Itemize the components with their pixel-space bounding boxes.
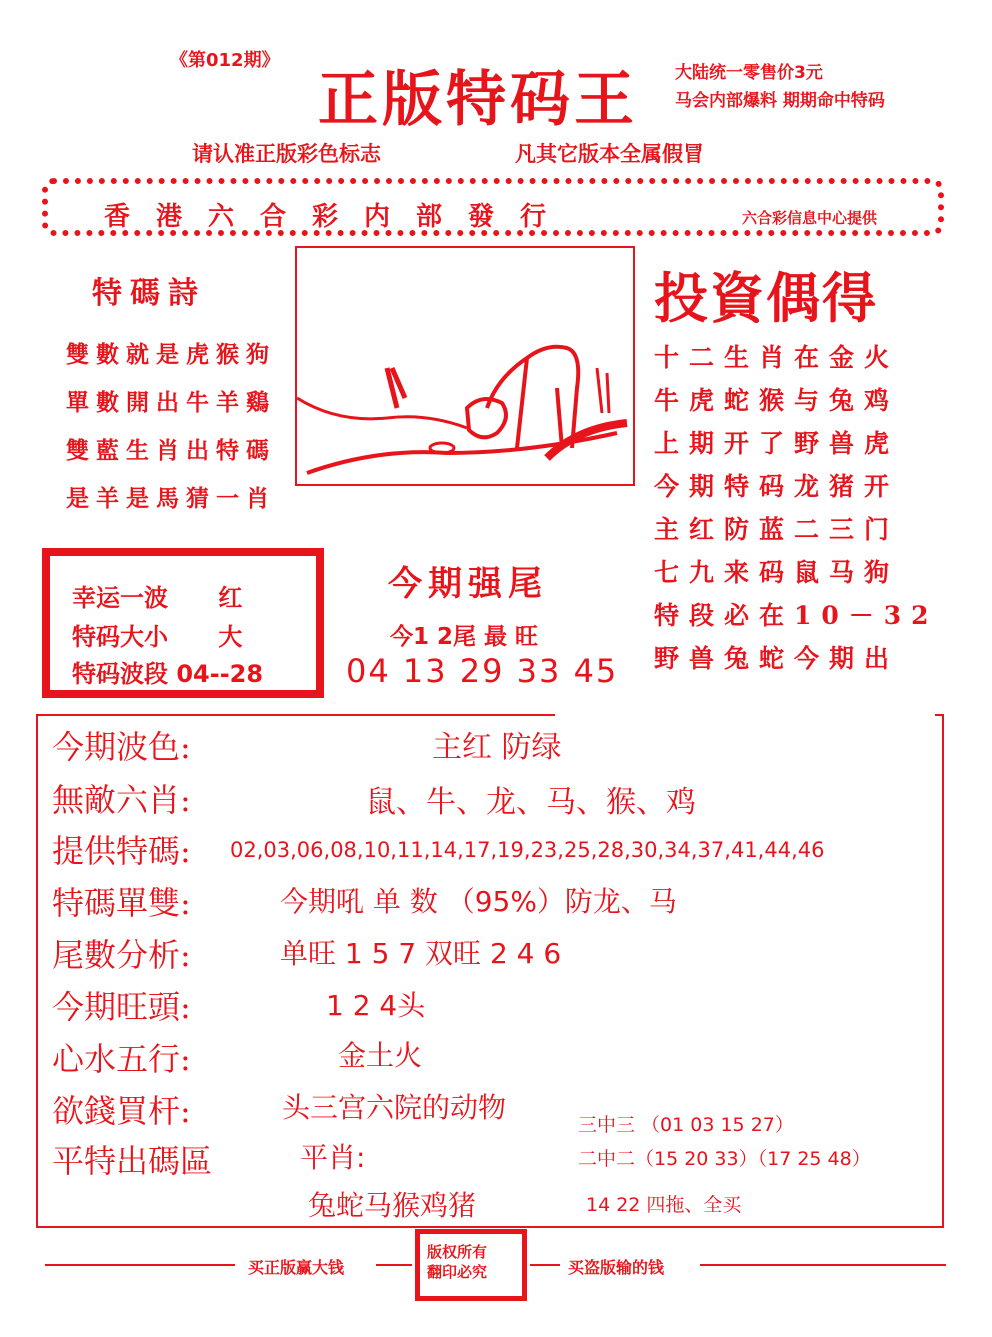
luck-label: 幸运一波 [72,584,168,612]
luck-row [72,617,242,652]
row-value: 头三宫六院的动物 [282,1091,507,1124]
poem-line: 是羊是馬猜一肖 [66,485,276,512]
banner-side-text: 六合彩信息中心提供 [742,209,878,227]
row-value: 金土火 [338,1039,423,1072]
row-label: 無敵六肖: [52,781,191,819]
footer-line-mid-left [376,1264,412,1266]
copyright-text [427,1242,487,1282]
luck-value: 红 [218,584,243,612]
luck-row [72,654,263,689]
poem-title: 特碼詩 [92,276,206,311]
footer-line-right [700,1264,946,1266]
invest-line: 七九来码鼠马狗 [654,558,900,587]
row-value: 1 2 4头 [326,989,426,1022]
copyright-line: 版权所有 [427,1243,488,1261]
tiger-illustration [295,246,635,486]
strong-tail-numbers: 04 13 29 33 45 [346,652,619,690]
row-value: 02,03,06,08,10,11,14,17,19,23,25,28,30,34,37,41,44,46 [230,838,825,862]
row-label: 提供特碼: [52,832,191,870]
row-label: 尾數分析: [52,936,191,974]
poem-line: 單數開出牛羊鷄 [66,389,276,416]
copyright-line: 翻印必究 [427,1263,488,1281]
invest-line: 牛虎蛇猴与兔鸡 [654,386,900,415]
footer-left-text: 买正版赢大钱 [248,1258,345,1277]
luck-value: 大 [218,623,243,651]
poem-line: 雙數就是虎猴狗 [66,341,276,368]
poem-line: 雙藍生肖出特碼 [66,437,276,464]
row-value: 单旺 1 5 7 双旺 2 4 6 [280,937,562,970]
invest-line: 特段必在10－32 [654,601,939,630]
combo-two: 二中二（15 20 33）（17 25 48） [578,1148,871,1170]
row-label: 特碼單雙: [52,884,191,922]
bottom-zodiac: 兔蛇马猴鸡猪 [308,1189,477,1222]
slogan-text: 马会内部爆料 期期命中特码 [675,91,885,111]
warning-right: 凡其它版本全属假冒 [515,142,704,166]
luck-label: 特码大小 [72,623,168,651]
row-label: 心水五行: [52,1040,191,1078]
border-gap [555,706,935,720]
banner-main-text: 香港六合彩内部發行 [104,202,573,232]
issue-number: 《第012期》 [170,50,280,71]
footer-line-mid-right [530,1264,560,1266]
warning-left: 请认准正版彩色标志 [192,142,381,166]
row-value: 平肖: [300,1141,366,1174]
row-value: 主红 防绿 [432,730,562,765]
row-label: 平特出碼區 [52,1142,213,1180]
row-value: 今期吼 单 数 （95%）防龙、马 [280,885,677,918]
footer-right-text: 买盗版输的钱 [568,1258,665,1277]
row-value: 鼠、牛、龙、马、猴、鸡 [366,785,696,820]
strong-tail-title: 今期强尾 [388,564,548,604]
row-label: 今期旺頭: [52,988,191,1026]
page-title: 正版特码王 [318,65,638,135]
invest-line: 今期特码龙猪开 [654,472,900,501]
invest-line: 野兽兔蛇今期出 [654,644,900,673]
footer-line-left [45,1264,235,1266]
invest-title: 投資偶得 [654,266,878,330]
luck-row [72,578,242,613]
row-label: 今期波色: [52,728,191,766]
strong-tail-sub: 今1 2尾 最 旺 [390,624,539,650]
luck-label: 特码波段 [72,660,168,688]
price-text: 大陆统一零售价3元 [675,63,823,83]
invest-line: 十二生肖在金火 [654,343,900,372]
invest-line: 上期开了野兽虎 [654,429,900,458]
row-label: 欲錢買杆: [52,1092,191,1130]
bottom-numbers: 14 22 四拖、全买 [586,1194,742,1216]
combo-three: 三中三 （01 03 15 27） [578,1114,794,1136]
tiger-drawing [297,248,633,484]
invest-line: 主红防蓝二三门 [654,515,900,544]
luck-value: 04--28 [176,660,264,688]
